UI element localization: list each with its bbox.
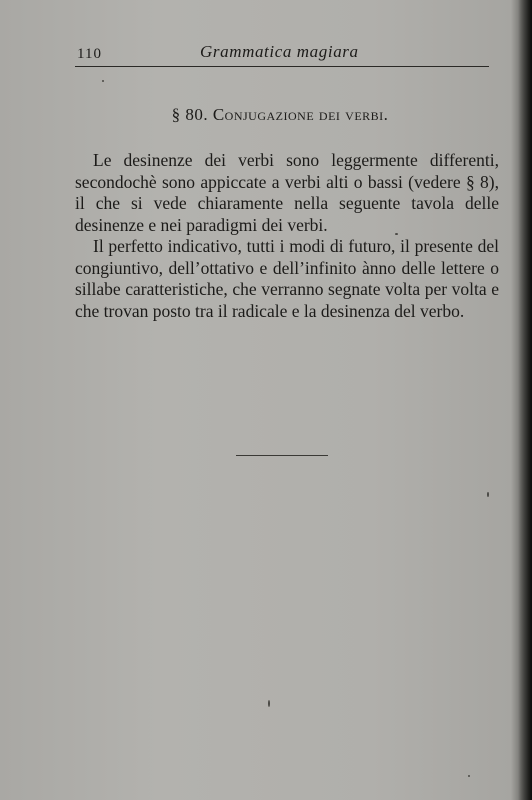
paper-speck <box>102 80 104 82</box>
page-number: 110 <box>77 46 102 62</box>
body-text <box>75 150 499 322</box>
running-head: Grammatica magiara <box>200 42 359 61</box>
section-heading <box>0 105 532 125</box>
paragraph: Il perfetto indicativo, tutti i modi di futuro, il presente del congiuntivo, dell’ottativo e dell’infinito ànno delle lettere o sillabe caratteristiche, che verranno segnate volta per volta e che trovan posto tra il radicale e la desinenza del verbo. <box>75 236 499 321</box>
paper-speck <box>487 492 489 497</box>
end-rule <box>236 455 328 456</box>
paper-speck <box>268 700 270 707</box>
paper-speck <box>468 775 470 777</box>
section-title: Conjugazione dei verbi. <box>212 105 389 124</box>
section-number: § 80. <box>171 105 209 124</box>
paper-speck <box>395 233 398 235</box>
header-rule <box>75 66 489 67</box>
paragraph: Le desinenze dei verbi sono leggermente differenti, secondochè sono appiccate a verbi alti o bassi (vedere § 8), il che si vede chiaramente nella seguente tavola delle desinenze e nei paradigmi dei verbi. <box>75 150 499 235</box>
